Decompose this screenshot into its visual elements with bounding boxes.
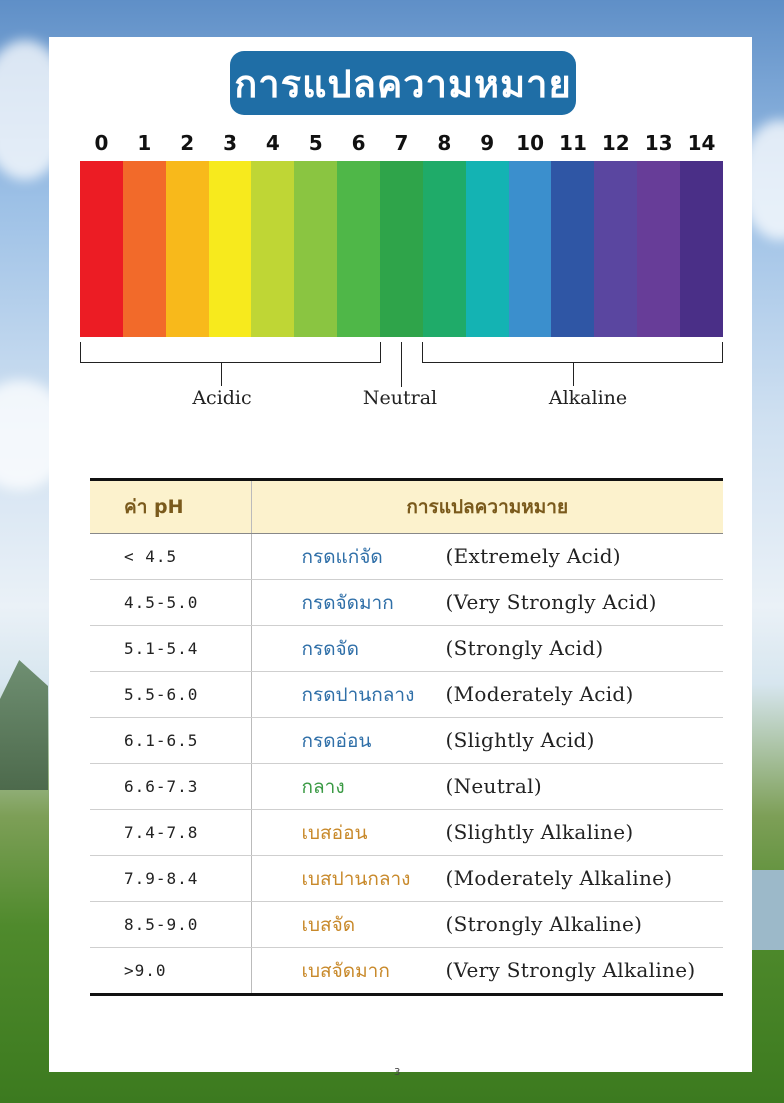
ph-color-swatch	[423, 161, 466, 337]
thai-meaning: เบสจัดมาก	[301, 959, 390, 982]
ph-range-cell: 6.6-7.3	[90, 764, 251, 810]
meaning-cell	[251, 856, 723, 902]
ph-color-swatch	[166, 161, 209, 337]
english-meaning: (Strongly Acid)	[445, 635, 604, 660]
meaning-cell	[251, 718, 723, 764]
english-meaning: (Very Strongly Alkaline)	[445, 957, 696, 982]
table-row	[90, 626, 723, 672]
table-row	[90, 718, 723, 764]
alkaline-bracket-tick	[573, 362, 574, 386]
ph-scale-number: 3	[223, 131, 237, 155]
ph-range-cell: 5.1-5.4	[90, 626, 251, 672]
ph-scale-number: 13	[644, 131, 673, 155]
meaning-cell	[251, 764, 723, 810]
ph-color-swatch	[123, 161, 166, 337]
ph-scale-number: 11	[559, 131, 587, 155]
ph-range-cell: >9.0	[90, 948, 251, 995]
ph-scale-number: 0	[94, 131, 109, 155]
acidic-bracket-tick	[221, 362, 222, 386]
english-meaning: (Extremely Acid)	[445, 543, 621, 568]
meaning-cell	[251, 948, 723, 995]
neutral-tick	[401, 342, 402, 387]
ph-color-swatch	[337, 161, 380, 337]
ph-scale-number: 7	[394, 131, 409, 155]
meaning-cell	[251, 810, 723, 856]
ph-color-swatch	[509, 161, 552, 337]
table-row	[90, 902, 723, 948]
english-meaning: (Slightly Alkaline)	[445, 819, 634, 844]
title-banner	[230, 51, 576, 115]
ph-range-cell: 4.5-5.0	[90, 580, 251, 626]
neutral-label: Neutral	[362, 387, 438, 409]
table-row	[90, 948, 723, 995]
alkaline-label: Alkaline	[548, 387, 628, 409]
ph-color-swatch	[680, 161, 723, 337]
thai-meaning: กรดปานกลาง	[301, 683, 415, 706]
english-meaning: (Moderately Alkaline)	[445, 865, 673, 890]
thai-meaning: เบสอ่อน	[301, 821, 368, 844]
ph-color-swatch	[380, 161, 423, 337]
english-meaning: (Moderately Acid)	[445, 681, 634, 706]
thai-meaning: กลาง	[301, 775, 345, 798]
thai-meaning: เบสจัด	[301, 913, 356, 936]
ph-range-cell: 5.5-6.0	[90, 672, 251, 718]
ph-range-cell: 6.1-6.5	[90, 718, 251, 764]
acidic-label: Acidic	[192, 387, 252, 409]
meaning-cell	[251, 626, 723, 672]
ph-scale-number: 10	[516, 131, 544, 155]
meaning-cell	[251, 534, 723, 580]
ph-range-cell: < 4.5	[90, 534, 251, 580]
ph-scale-number: 2	[180, 131, 195, 155]
english-meaning: (Strongly Alkaline)	[445, 911, 643, 936]
background-water	[752, 870, 784, 950]
ph-scale-number: 1	[137, 131, 152, 155]
table-row	[90, 534, 723, 580]
ph-color-swatch	[251, 161, 294, 337]
acidic-bracket	[80, 342, 381, 363]
meaning-cell	[251, 672, 723, 718]
ph-scale-number: 5	[308, 131, 323, 155]
english-meaning: (Neutral)	[445, 773, 542, 798]
table-row	[90, 810, 723, 856]
table-row	[90, 856, 723, 902]
ph-color-swatch	[466, 161, 509, 337]
ph-color-swatch	[294, 161, 337, 337]
table-row	[90, 764, 723, 810]
ph-color-swatch	[637, 161, 680, 337]
thai-meaning: กรดจัด	[301, 637, 360, 660]
ph-scale-number: 4	[265, 131, 280, 155]
ph-color-swatch	[594, 161, 637, 337]
page-title: การแปลความหมาย	[234, 61, 572, 106]
ph-range-cell: 8.5-9.0	[90, 902, 251, 948]
thai-meaning: กรดแก่จัด	[301, 545, 383, 568]
thai-meaning: กรดจัดมาก	[301, 591, 394, 614]
ph-scale-number: 14	[687, 131, 716, 155]
ph-color-strip	[80, 161, 723, 337]
header-ph: ค่า pH	[90, 480, 251, 534]
ph-range-cell: 7.4-7.8	[90, 810, 251, 856]
ph-scale-number: 9	[480, 131, 495, 155]
meaning-cell	[251, 902, 723, 948]
header-meaning: การแปลความหมาย	[251, 480, 723, 534]
background-hill	[0, 660, 48, 790]
table-row	[90, 580, 723, 626]
ph-scale-number: 6	[351, 131, 366, 155]
page-number: 3	[394, 1067, 401, 1078]
ph-range-cell: 7.9-8.4	[90, 856, 251, 902]
ph-interpretation-table	[90, 478, 723, 996]
ph-scale-numbers	[80, 131, 723, 155]
table-row	[90, 672, 723, 718]
meaning-cell	[251, 580, 723, 626]
alkaline-bracket	[422, 342, 723, 363]
ph-color-swatch	[551, 161, 594, 337]
poster-page	[49, 37, 752, 1078]
thai-meaning: เบสปานกลาง	[301, 867, 411, 890]
ph-scale-number: 12	[601, 131, 630, 155]
table-header-row	[90, 480, 723, 534]
english-meaning: (Very Strongly Acid)	[445, 589, 657, 614]
ph-scale-number: 8	[437, 131, 452, 155]
thai-meaning: กรดอ่อน	[301, 729, 372, 752]
english-meaning: (Slightly Acid)	[445, 727, 595, 752]
ph-color-swatch	[80, 161, 123, 337]
ph-color-swatch	[209, 161, 252, 337]
